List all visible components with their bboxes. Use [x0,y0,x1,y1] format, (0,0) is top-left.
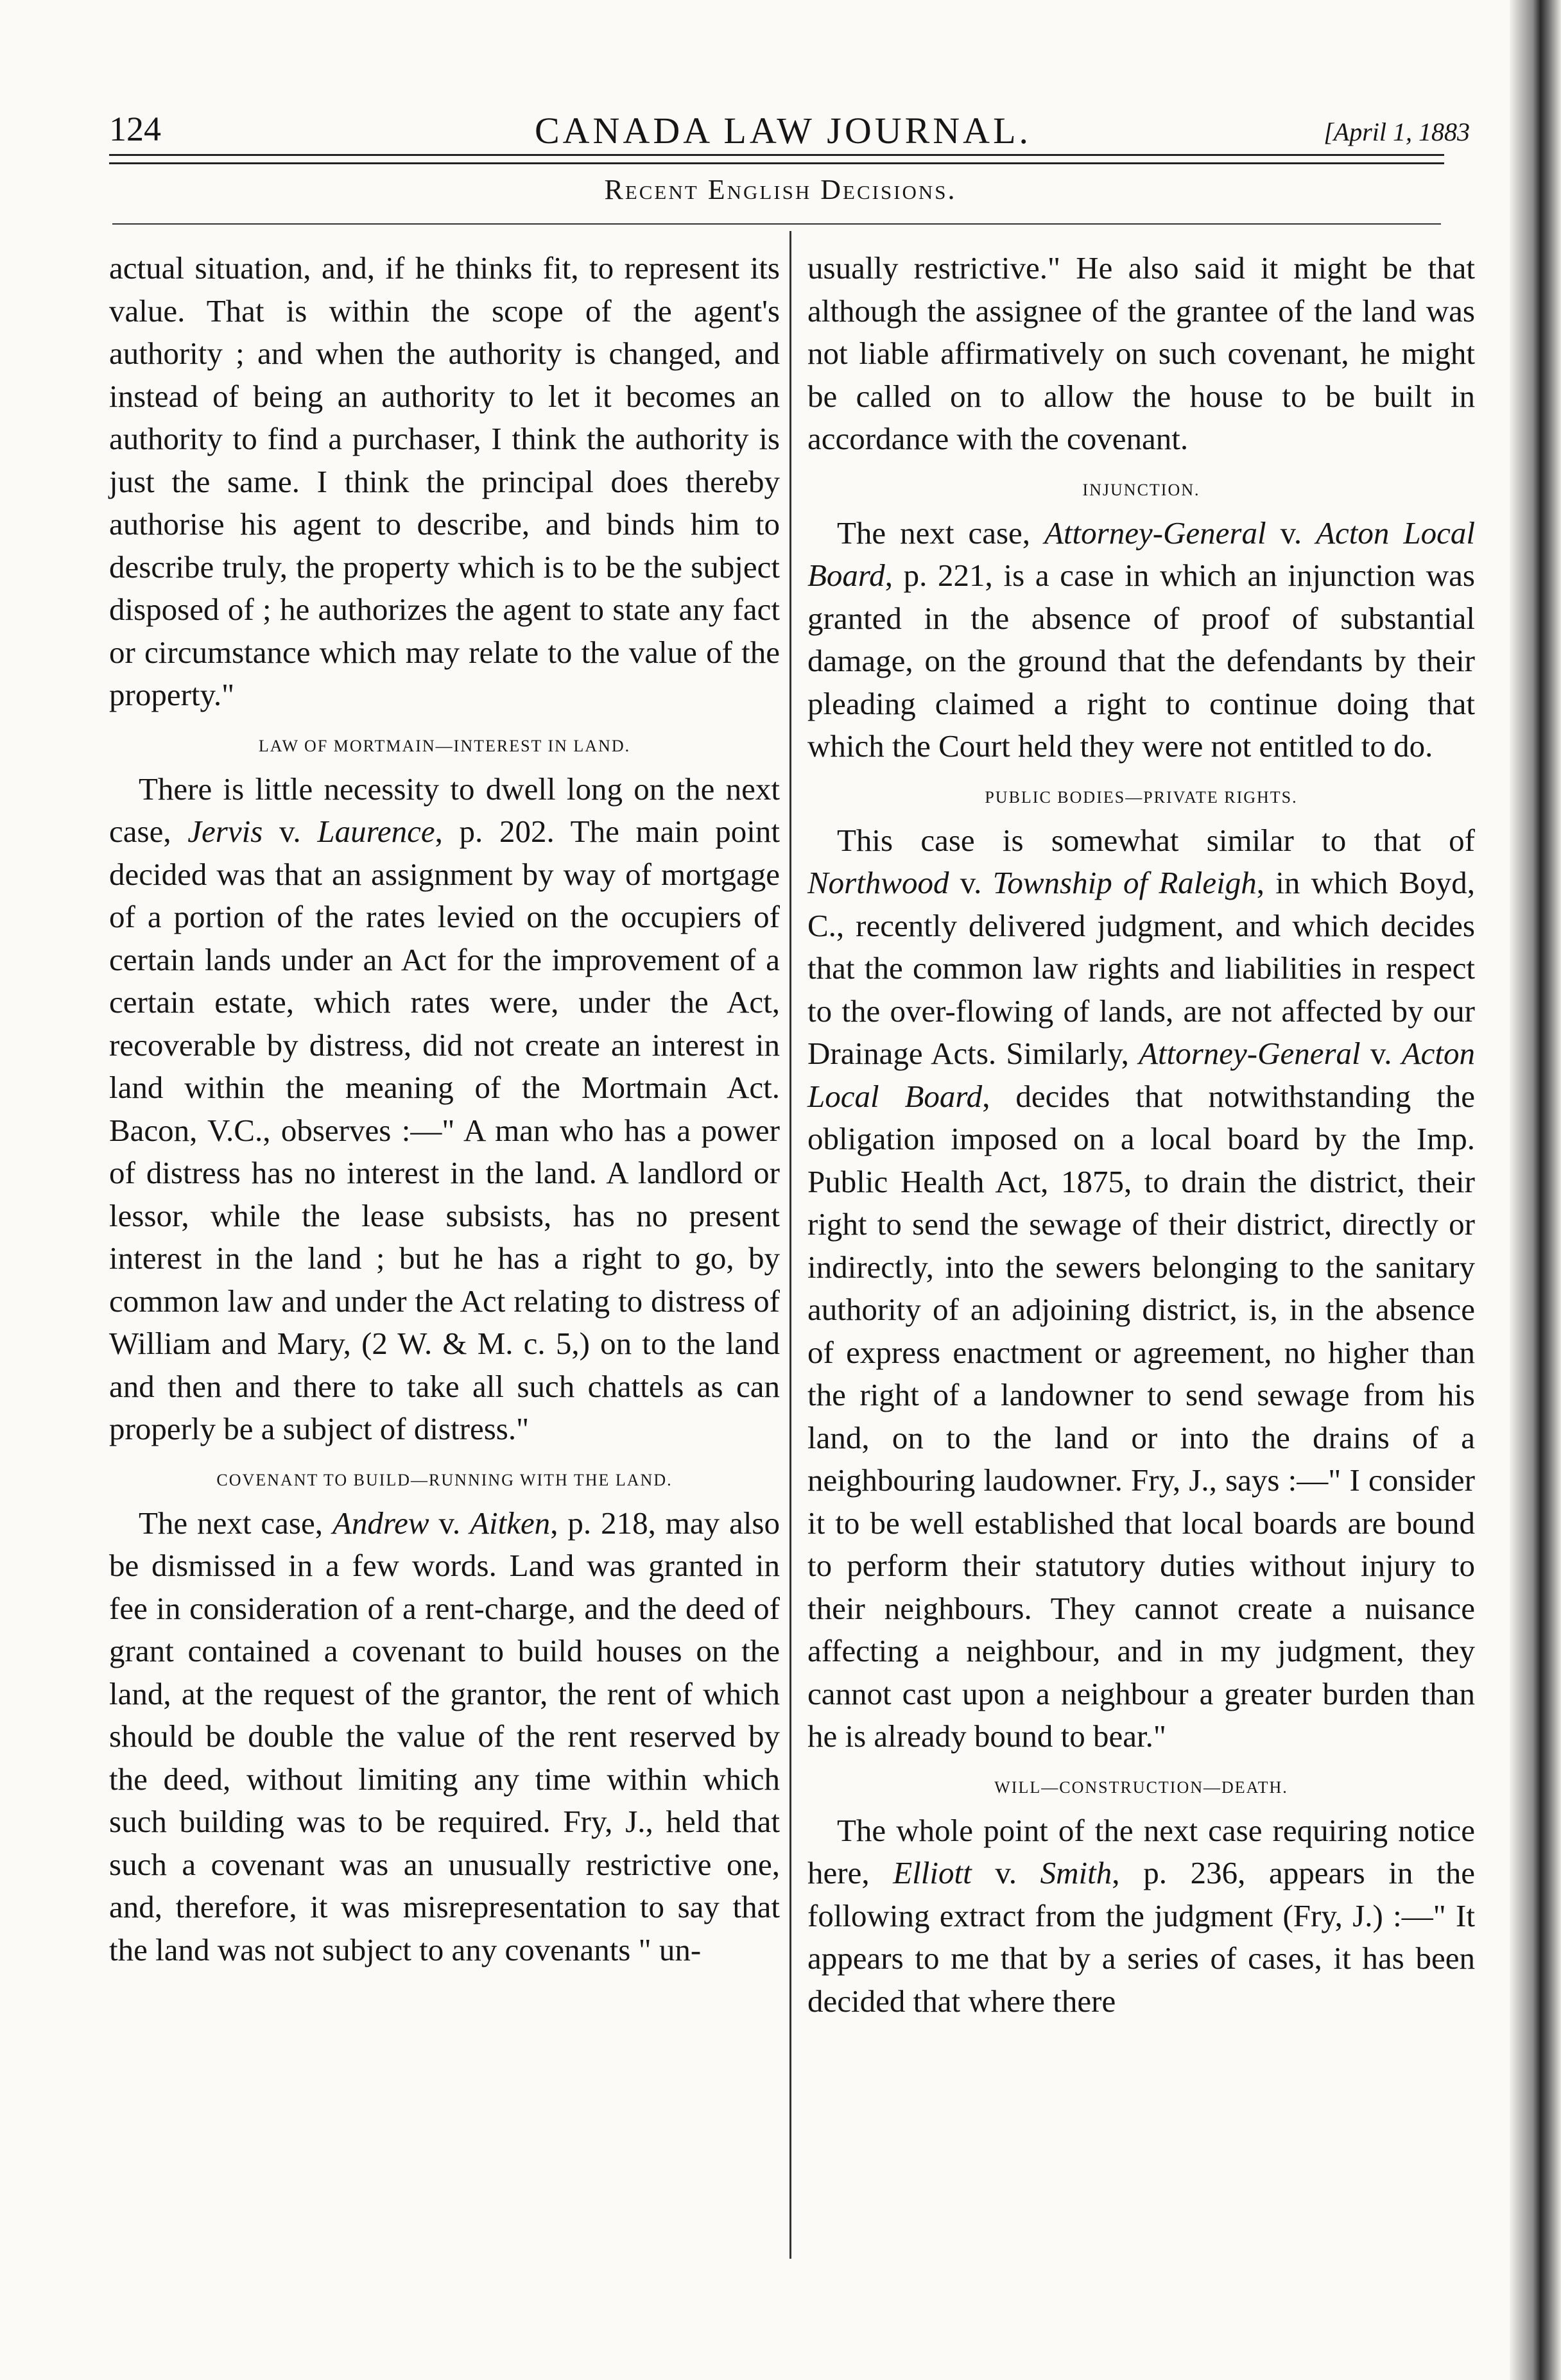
paragraph: actual situation, and, if he thinks fit, to represent its value. That is within the scope of the agent's authority ; and when the authority is changed, and instead of being an authority to let it becomes an authority to find a purchaser, I think the authority is just the same. I think the principal does thereby authorise his agent to describe, and binds him to describe truly, the property which is to be the subject disposed of ; he authorizes the agent to state any fact or circumstance which may relate to the value of the property." [109,250,780,712]
page-edge-shadow [1510,0,1561,2380]
section-rule [112,223,1441,225]
sub-heading: LAW OF MORTMAIN—INTEREST IN LAND. [258,736,631,755]
sub-heading: COVENANT TO BUILD—RUNNING WITH THE LAND. [216,1470,673,1489]
case-name: Attorney-General [1044,515,1266,551]
page-header [96,96,1470,160]
case-name: Attorney-General [1139,1036,1361,1071]
sub-heading: INJUNCTION. [1082,480,1200,499]
case-name: Jervis [187,814,263,849]
issue-date: [April 1, 1883 [1324,117,1470,146]
paragraph: The next case, Attorney-General v. Acton Local Board, p. 221, is a case in which an injunction was granted in the absence of proof of substantial damage, on the ground that the defendants by their pleading claimed a right to continue doing that which the Court held they were not entitled to do. [807,515,1475,764]
paragraph: usually restrictive." He also said it might be that although the assignee of the grantee of the land was not liable affirmatively on such covenant, he might be called on to allow the house to be built in accordance with the covenant. [807,250,1475,456]
section-title: Recent English Decisions. [604,174,957,205]
case-name: Laurence [317,814,435,849]
case-name: Aitken [470,1505,551,1541]
paragraph: This case is somewhat similar to that of Northwood v. Township of Raleigh, in which Boyd, C., recently delivered judgment, and which decides that the common law rights and liabilities in respect to the over-flowing of lands, are not affected by our Drainage Acts. Similarly, Attorney-General v. Acton Local Board, decides that notwithstanding the obligation imposed on a local board by the Imp. Public Health Act, 1875, to drain the district, their right to send the sewage of their district, directly or indirectly, into the sewers belonging to the sanitary authority of an adjoining district, is, in the absence of express enactment or agreement, no higher than the right of a landowner to send sewage from his land, on to the land or into the drains of a neighbouring laudowner. Fry, J., says :—" I consider it to be well established that local boards are bound to perform their statutory duties without injury to their neighbours. They cannot create a nuisance affecting a neighbour, and in my judgment, they cannot cast upon a neighbour a greater burden than he is already bound to bear." [807,822,1476,1754]
header-double-rule [109,154,1444,164]
case-name: Elliott [893,1855,972,1890]
page-number: 124 [109,110,161,148]
case-name: Acton Local Board [807,1036,1475,1114]
paragraph: The whole point of the next case requiring notice here, Elliott v. Smith, p. 236, appears in the following extract from the judgment (Fry, J.) :—" It appears to me that by a series of cases, it has been decided that where there [807,1812,1475,2019]
case-name: Smith [1040,1855,1112,1890]
left-column [109,247,780,1971]
case-name: Andrew [332,1505,429,1541]
sub-heading: PUBLIC BODIES—PRIVATE RIGHTS. [985,787,1298,807]
case-name: Acton Local Board [807,515,1475,593]
sub-heading: WILL—CONSTRUCTION—DEATH. [994,1777,1288,1797]
case-name: Township of Raleigh [992,865,1257,900]
paragraph: There is little necessity to dwell long on the next case, Jervis v. Laurence, p. 202. The main point decided was that an assignment by way of mortgage of a portion of the rates levied on the occupiers of certain lands under an Act for the improvement of a certain estate, which rates were, under the Act, recoverable by distress, did not create an interest in land within the meaning of the Mortmain Act. Bacon, V.C., observes :—" A man who has a power of distress has no interest in the land. A landlord or lessor, while the lease subsists, has no present interest in the land ; but he has a right to go, by common law and under the Act relating to distress of William and Mary, (2 W. & M. c. 5,) on to the land and then and there to take all such chattels as can properly be a subject of distress." [109,771,780,1446]
right-column [807,247,1475,2023]
paragraph: The next case, Andrew v. Aitken, p. 218, may also be dismissed in a few words. Land was granted in fee in consideration of a rent-charge, and the deed of grant contained a covenant to build houses on the land, at the request of the grantor, the rent of which should be double the value of the rent reserved by the deed, without limiting any time within which such building was to be required. Fry, J., held that such a covenant was an unusually restrictive one, and, therefore, it was misrepresentation to say that the land was not subject to any covenants " un- [109,1505,780,1967]
journal-title: CANADA LAW JOURNAL. [534,110,1031,151]
column-divider [789,231,791,2259]
case-name: Northwood [807,865,949,900]
